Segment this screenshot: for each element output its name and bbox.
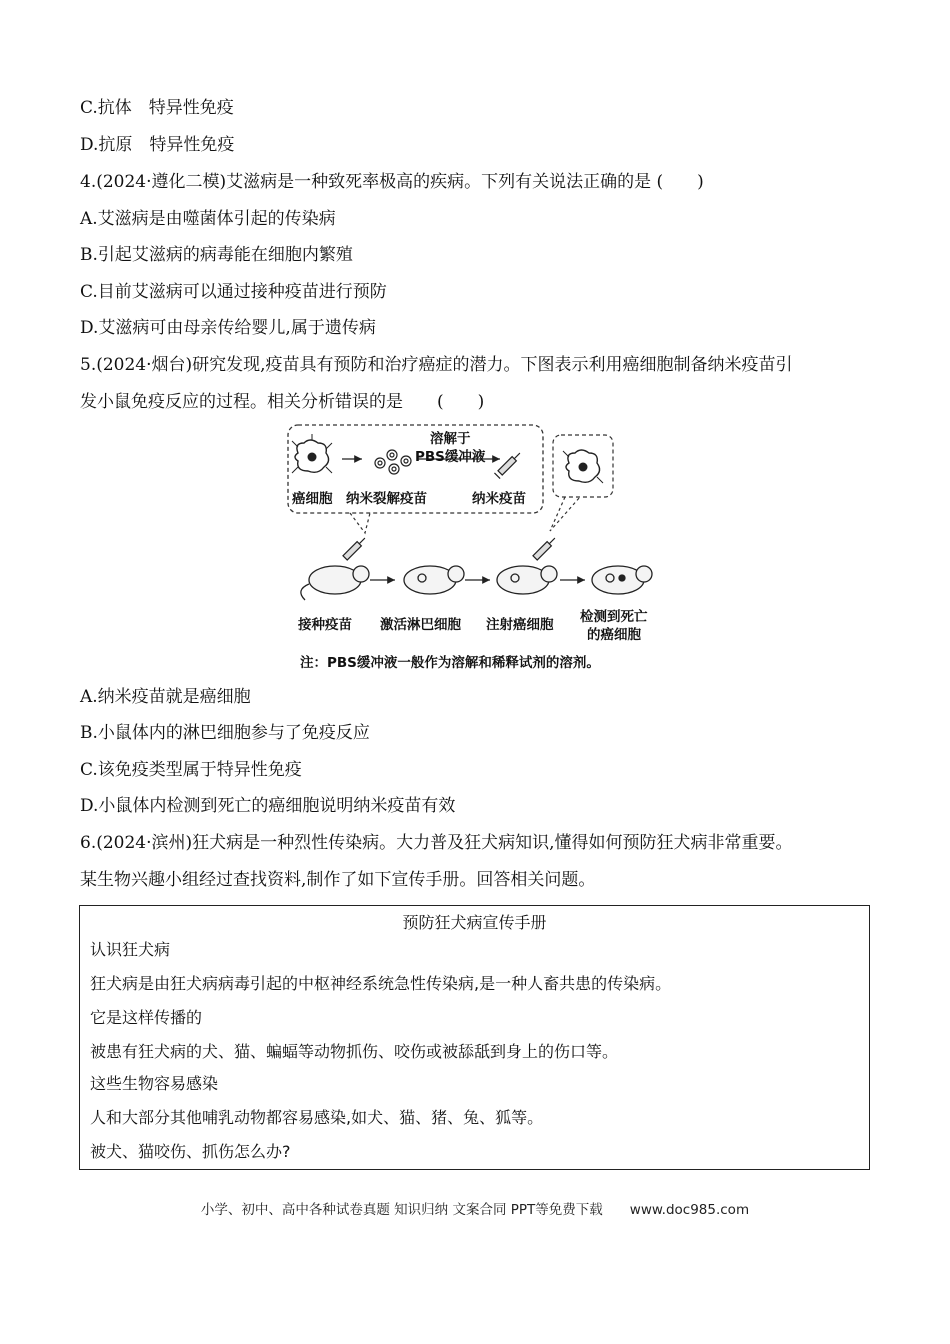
question-5-stem-line1: 5.(2024·烟台)研究发现,疫苗具有预防和治疗癌症的潜力。下图表示利用癌细胞制备纳米疫苗引 — [80, 355, 793, 375]
page-footer: 小学、初中、高中各种试卷真题 知识归纳 文案合同 PPT等免费下载 www.doc985.com — [200, 1202, 750, 1218]
figure-note: 注：PBS缓冲液一般作为溶解和稀释试剂的溶剂。 — [300, 655, 600, 671]
label-nano-vaccine: 纳米疫苗 — [472, 491, 526, 507]
mouse-icon-3 — [497, 566, 557, 594]
option-q5-c: C.该免疫类型属于特异性免疫 — [80, 760, 302, 780]
nano-lysis-particles-icon — [375, 450, 411, 474]
option-q4-c: C.目前艾滋病可以通过接种疫苗进行预防 — [80, 282, 387, 302]
option-q5-d: D.小鼠体内检测到死亡的癌细胞说明纳米疫苗有效 — [80, 796, 456, 816]
label-step-4-line2: 的癌细胞 — [587, 627, 641, 643]
dead-cancer-cell-icon — [563, 450, 603, 483]
brochure-line: 这些生物容易感染 — [90, 1074, 219, 1093]
label-nano-lysis-vaccine: 纳米裂解疫苗 — [346, 491, 427, 507]
label-cancer-cell: 癌细胞 — [292, 491, 333, 507]
label-step-2: 激活淋巴细胞 — [380, 617, 461, 633]
cancer-cell-icon — [292, 434, 332, 473]
syringe-icon — [494, 450, 522, 478]
mouse-icon-1 — [301, 566, 369, 600]
question-6-stem-line2: 某生物兴趣小组经过查找资料,制作了如下宣传手册。回答相关问题。 — [80, 870, 596, 890]
brochure-line: 认识狂犬病 — [90, 940, 171, 959]
mouse-icon-2 — [404, 566, 464, 594]
label-step-3: 注射癌细胞 — [486, 617, 554, 633]
brochure-line: 狂犬病是由狂犬病病毒引起的中枢神经系统急性传染病,是一种人畜共患的传染病。 — [90, 974, 672, 993]
brochure-title: 预防狂犬病宣传手册 — [402, 913, 547, 932]
option-q4-d: D.艾滋病可由母亲传给婴儿,属于遗传病 — [80, 318, 376, 338]
label-dissolve-2: PBS缓冲液 — [415, 449, 486, 465]
option-q4-a: A.艾滋病是由噬菌体引起的传染病 — [80, 209, 336, 229]
option-q4-b: B.引起艾滋病的病毒能在细胞内繁殖 — [80, 245, 353, 265]
brochure-line: 被患有狂犬病的犬、猫、蝙蝠等动物抓伤、咬伤或被舔舐到身上的伤口等。 — [90, 1042, 619, 1061]
option-q5-a: A.纳米疫苗就是癌细胞 — [80, 687, 251, 707]
syringe-icon — [343, 536, 367, 560]
option-q3-c: C.抗体 特异性免疫 — [80, 98, 234, 118]
question-5-stem-line2: 发小鼠免疫反应的过程。相关分析错误的是 ( ) — [80, 392, 485, 412]
nano-vaccine-figure — [280, 423, 670, 673]
label-step-1: 接种疫苗 — [298, 617, 352, 633]
brochure-line: 人和大部分其他哺乳动物都容易感染,如犬、猫、猪、兔、狐等。 — [90, 1108, 544, 1127]
brochure-line: 它是这样传播的 — [90, 1008, 203, 1027]
option-q5-b: B.小鼠体内的淋巴细胞参与了免疫反应 — [80, 723, 370, 743]
option-q3-d: D.抗原 特异性免疫 — [80, 135, 235, 155]
question-6-stem-line1: 6.(2024·滨州)狂犬病是一种烈性传染病。大力普及狂犬病知识,懂得如何预防狂犬病非常重要。 — [80, 833, 793, 853]
brochure-box — [79, 905, 870, 1170]
brochure-line: 被犬、猫咬伤、抓伤怎么办? — [90, 1142, 291, 1161]
question-4-stem: 4.(2024·遵化二模)艾滋病是一种致死率极高的疾病。下列有关说法正确的是 ( ) — [80, 172, 704, 192]
mouse-icon-4 — [592, 566, 652, 594]
label-step-4-line1: 检测到死亡 — [580, 609, 648, 625]
syringe-icon — [533, 536, 557, 560]
label-dissolve-1: 溶解于 — [430, 431, 471, 447]
